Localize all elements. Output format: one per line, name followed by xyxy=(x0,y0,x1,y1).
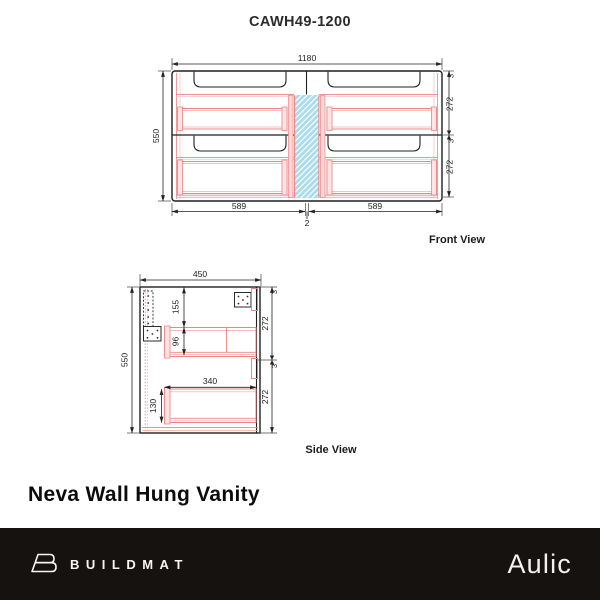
side-view-label: Side View xyxy=(305,444,357,456)
front-dim-drawer-lower: 272 xyxy=(444,159,455,175)
front-view-label: Front View xyxy=(428,234,486,246)
side-dim-drawer-length: 340 xyxy=(202,376,218,386)
side-view-drawing xyxy=(120,269,358,456)
front-dim-half-right: 589 xyxy=(367,201,383,211)
side-dim-gap-top: 3 xyxy=(270,289,279,295)
buildmat-logo-icon xyxy=(28,551,59,577)
front-dim-center-gap: 2 xyxy=(304,218,310,228)
side-dim-drawer-upper: 272 xyxy=(260,316,270,331)
product-name: Neva Wall Hung Vanity xyxy=(28,483,260,506)
side-dim-top-section: 155 xyxy=(170,299,181,315)
front-dim-height: 550 xyxy=(151,128,161,144)
buildmat-wordmark: BUILDMAT xyxy=(70,556,189,572)
front-dim-width: 1180 xyxy=(297,53,317,63)
aulic-wordmark: Aulic xyxy=(507,548,572,579)
front-dim-gap-top: 3 xyxy=(446,73,456,79)
side-dim-drawer-inner: 96 xyxy=(170,336,181,347)
side-dim-bottom-drawer: 130 xyxy=(148,398,158,414)
front-dim-drawer-upper: 272 xyxy=(444,96,455,112)
center-panel-hatch xyxy=(295,95,319,198)
side-dim-height: 550 xyxy=(119,352,130,368)
front-dim-half-left: 589 xyxy=(231,201,247,211)
side-dim-drawer-lower: 272 xyxy=(260,389,270,405)
model-code-title: CAWH49-1200 xyxy=(249,14,351,30)
side-dim-gap-mid: 3 xyxy=(270,363,279,369)
front-view-drawing xyxy=(151,53,485,246)
buildmat-brand xyxy=(28,551,189,577)
side-dim-depth: 450 xyxy=(192,269,208,279)
footer-bar xyxy=(0,528,600,600)
front-dim-gap-mid: 3 xyxy=(446,138,456,144)
